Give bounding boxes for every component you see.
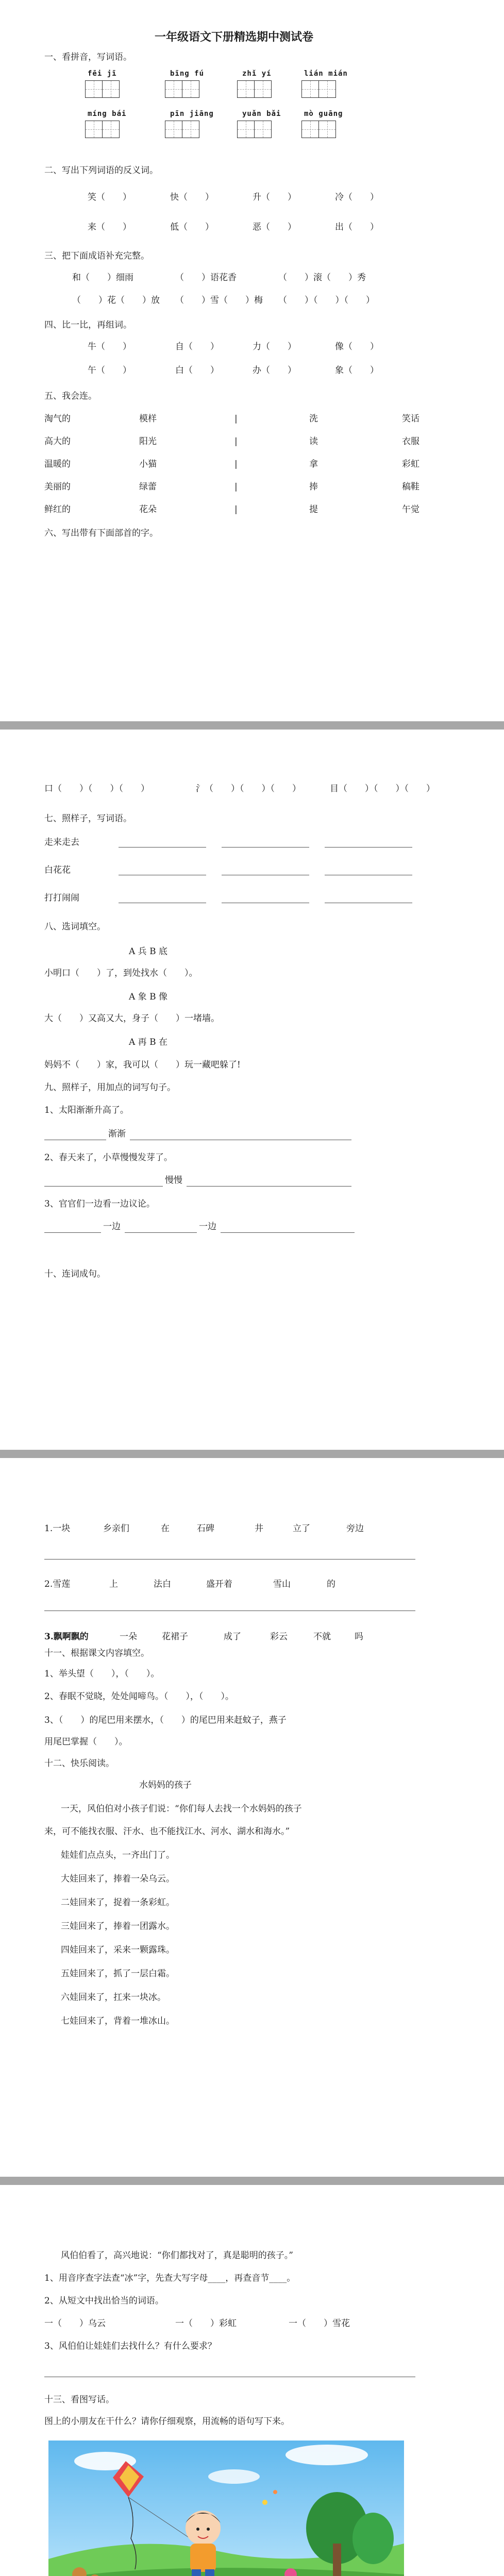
- match-mid[interactable]: 小猫: [139, 459, 157, 469]
- story-line: 六娃回来了，扛来一块冰。: [61, 1992, 166, 2003]
- word-tile[interactable]: 不就: [313, 1632, 331, 1642]
- q11-heading: 十一、根据课文内容填空。: [44, 1648, 149, 1658]
- pinyin: zhǐ yí: [242, 70, 272, 78]
- writing-grid[interactable]: [85, 80, 119, 98]
- compare-item[interactable]: 牛（ ）: [88, 342, 131, 352]
- idiom-item[interactable]: （ ）（ ）（ ）: [278, 295, 375, 306]
- match-far[interactable]: 衣服: [402, 436, 419, 447]
- key-word: 慢慢: [165, 1175, 182, 1185]
- match-left[interactable]: 高大的: [44, 436, 71, 447]
- word-tile[interactable]: 2.雪莲: [44, 1579, 71, 1589]
- word-tile[interactable]: 的: [327, 1579, 335, 1589]
- q3-heading: 三、把下面成语补充完整。: [44, 251, 149, 261]
- antonym-item[interactable]: 升（ ）: [253, 192, 296, 202]
- antonym-item[interactable]: 低（ ）: [170, 222, 214, 232]
- match-divider: |: [234, 459, 238, 469]
- compare-item[interactable]: 自（ ）: [175, 342, 219, 352]
- word-tile[interactable]: 法白: [154, 1579, 171, 1589]
- key-word: 渐渐: [108, 1129, 126, 1139]
- writing-grid[interactable]: [237, 80, 271, 98]
- match-left[interactable]: 温暖的: [44, 459, 71, 469]
- page-2: [0, 730, 504, 1450]
- writing-grid[interactable]: [165, 80, 199, 98]
- example-sentence: 1、太阳渐渐升高了。: [44, 1105, 129, 1115]
- antonym-item[interactable]: 冷（ ）: [335, 192, 379, 202]
- match-mid[interactable]: 绿蕾: [139, 482, 157, 492]
- page-separator: [0, 2177, 504, 2185]
- answer-line[interactable]: [125, 1232, 197, 1233]
- word-tile[interactable]: 立了: [293, 1523, 310, 1534]
- q9-heading: 九、照样子，用加点的词写句子。: [44, 1082, 176, 1093]
- question: 3、风伯伯让娃娃们去找什么？有什么要求？: [44, 2341, 216, 2351]
- answer-line[interactable]: [187, 1186, 351, 1187]
- compare-item[interactable]: 力（ ）: [253, 342, 296, 352]
- question: 图上的小朋友在干什么？请你仔细观察，用流畅的语句写下来。: [44, 2416, 290, 2427]
- compare-item[interactable]: 午（ ）: [88, 365, 131, 376]
- fill-item[interactable]: 一（ ）乌云: [44, 2318, 106, 2329]
- word-tile[interactable]: 3.飘啊飘的: [44, 1632, 89, 1642]
- q10-heading: 十、连词成句。: [44, 1269, 106, 1279]
- story-line: 五娃回来了，抓了一层白霜。: [61, 1969, 175, 1979]
- match-divider: |: [234, 414, 238, 424]
- idiom-item[interactable]: （ ）花（ ）放: [72, 295, 160, 306]
- key-word: 一边: [199, 1222, 216, 1232]
- example-sentence: 2、春天来了，小草慢慢发芽了。: [44, 1153, 173, 1163]
- antonym-item[interactable]: 恶（ ）: [253, 222, 296, 232]
- q1-heading: 一、看拼音，写词语。: [44, 52, 132, 62]
- match-left[interactable]: 鲜红的: [44, 504, 71, 515]
- answer-line[interactable]: [221, 1232, 355, 1233]
- word-tile[interactable]: 上: [109, 1579, 118, 1589]
- example-sentence: 3、官官们一边看一边议论。: [44, 1199, 155, 1209]
- question: 2、从短文中找出恰当的词语。: [44, 2296, 164, 2306]
- story-title: 水妈妈的孩子: [139, 1780, 192, 1790]
- page-1: [0, 0, 504, 721]
- pinyin: mò guāng: [304, 110, 343, 118]
- example-word: 走来走去: [44, 837, 79, 848]
- q5-heading: 五、我会连。: [44, 391, 97, 401]
- word-tile[interactable]: 盛开着: [206, 1579, 232, 1589]
- pinyin: fēi jī: [88, 70, 117, 78]
- word-tile[interactable]: 在: [161, 1523, 170, 1534]
- q13-heading: 十三、看图写话。: [44, 2395, 114, 2405]
- page-3: [0, 1458, 504, 2177]
- word-tile[interactable]: 花裙子: [162, 1632, 188, 1642]
- story-paragraph: 来，可不能找衣服、汗水、也不能找江水、河水、湖水和海水。”: [44, 1826, 290, 1837]
- match-right[interactable]: 提: [309, 504, 318, 515]
- writing-grid[interactable]: [301, 80, 335, 98]
- antonym-item[interactable]: 快（ ）: [170, 192, 214, 202]
- word-tile[interactable]: 雪山: [273, 1579, 291, 1589]
- writing-grid[interactable]: [237, 121, 271, 138]
- antonym-item[interactable]: 笑（ ）: [88, 192, 131, 202]
- match-far[interactable]: 笑话: [402, 414, 419, 424]
- story-paragraph: 娃娃们点点头，一齐出门了。: [61, 1850, 175, 1860]
- radical-item[interactable]: 氵（ ）（ ）（ ）: [196, 784, 301, 794]
- pinyin: yuǎn bǎi: [242, 110, 281, 118]
- word-tile[interactable]: 乡亲们: [103, 1523, 129, 1534]
- q4-heading: 四、比一比，再组词。: [44, 320, 132, 330]
- example-word: 打打闹闹: [44, 893, 79, 903]
- idiom-item[interactable]: 和（ ）细雨: [72, 273, 133, 283]
- word-tile[interactable]: 1.一块: [44, 1523, 71, 1534]
- pinyin: lián mián: [304, 70, 348, 78]
- example-word: 白花花: [44, 865, 71, 875]
- match-left[interactable]: 淘气的: [44, 414, 71, 424]
- radical-item[interactable]: 目（ ）（ ）（ ）: [330, 784, 435, 794]
- compare-item[interactable]: 象（ ）: [335, 365, 379, 376]
- choice-options: A 再 B 在: [129, 1037, 167, 1047]
- kite-illustration: [48, 2441, 404, 2576]
- word-tile[interactable]: 石碑: [197, 1523, 214, 1534]
- compare-item[interactable]: 办（ ）: [253, 365, 296, 376]
- page-separator: [0, 721, 504, 730]
- fill-sentence[interactable]: 妈妈不（ ）家，我可以（ ）玩一藏吧躲了!: [44, 1060, 241, 1070]
- writing-grid[interactable]: [301, 121, 335, 138]
- fill-sentence[interactable]: 2、春眠不觉晓，处处闻啼鸟。（ ），（ ）。: [44, 1691, 234, 1702]
- match-mid[interactable]: 阳光: [139, 436, 157, 447]
- word-tile[interactable]: 成了: [224, 1632, 241, 1642]
- match-left[interactable]: 美丽的: [44, 482, 71, 492]
- match-divider: |: [234, 504, 238, 515]
- answer-line[interactable]: [222, 847, 309, 848]
- fill-sentence[interactable]: 用尾巴掌握（ ）。: [44, 1737, 128, 1747]
- story-line: 四娃回来了，采来一颗露珠。: [61, 1945, 175, 1955]
- match-divider: |: [234, 482, 238, 492]
- writing-grid[interactable]: [85, 121, 119, 138]
- answer-line[interactable]: [44, 1186, 163, 1187]
- match-right[interactable]: 洗: [309, 414, 318, 424]
- antonym-item[interactable]: 来（ ）: [88, 222, 131, 232]
- answer-line[interactable]: [325, 847, 412, 848]
- fill-sentence[interactable]: 3、（ ）的尾巴用来摆水，（ ）的尾巴用来赶蚊子，燕子: [44, 1715, 287, 1725]
- match-far[interactable]: 午觉: [402, 504, 419, 515]
- story-line: 二娃回来了，捉着一条彩虹。: [61, 1897, 175, 1908]
- story-paragraph: 风伯伯看了，高兴地说：“你们都找对了，真是聪明的孩子。”: [61, 2250, 293, 2261]
- q12-heading: 十二、快乐阅读。: [44, 1758, 114, 1769]
- story-line: 大娃回来了，捧着一朵乌云。: [61, 1874, 175, 1884]
- match-mid[interactable]: 模样: [139, 414, 157, 424]
- compare-item[interactable]: 像（ ）: [335, 342, 379, 352]
- fill-item[interactable]: 一（ ）彩虹: [175, 2318, 237, 2329]
- pinyin: míng bái: [88, 110, 127, 118]
- q6-heading: 六、写出带有下面部首的字。: [44, 528, 158, 538]
- compare-item[interactable]: 白（ ）: [175, 365, 219, 376]
- match-divider: |: [234, 436, 238, 447]
- idiom-item[interactable]: （ ）雪（ ）梅: [175, 295, 263, 306]
- story-paragraph: 一天，风伯伯对小孩子们说：“你们每人去找一个水妈妈的孩子: [61, 1804, 302, 1814]
- idiom-item[interactable]: （ ）滚（ ）秀: [278, 273, 366, 283]
- fill-sentence[interactable]: 大（ ）又高又大，身子（ ）一堵墙。: [44, 1013, 220, 1024]
- choice-options: A 兵 B 底: [129, 946, 167, 957]
- word-tile[interactable]: 一朵: [120, 1632, 137, 1642]
- match-right[interactable]: 读: [309, 436, 318, 447]
- story-line: 三娃回来了，捧着一团露水。: [61, 1921, 175, 1931]
- word-tile[interactable]: 吗: [355, 1632, 363, 1642]
- match-far[interactable]: 稿鞋: [402, 482, 419, 492]
- word-tile[interactable]: 旁边: [346, 1523, 364, 1534]
- pinyin: pīn jiāng: [170, 110, 214, 118]
- word-tile[interactable]: 彩云: [270, 1632, 288, 1642]
- answer-line[interactable]: [44, 1232, 101, 1233]
- idiom-item[interactable]: （ ）语花香: [175, 273, 237, 283]
- pinyin: bīng fú: [170, 70, 205, 78]
- story-line: 七娃回来了，背着一堆冰山。: [61, 2016, 175, 2026]
- page-4: [0, 2185, 504, 2576]
- key-word: 一边: [103, 1222, 121, 1232]
- answer-line[interactable]: [44, 1559, 415, 1560]
- match-far[interactable]: 彩虹: [402, 459, 419, 469]
- question[interactable]: 1、用音序查字法查“冰”字，先查大写字母____，再查音节____。: [44, 2273, 296, 2283]
- radical-item[interactable]: 口（ ）（ ）（ ）: [44, 784, 149, 794]
- match-right[interactable]: 捧: [309, 482, 318, 492]
- fill-sentence[interactable]: 小明口（ ）了，到处找水（ ）。: [44, 968, 198, 978]
- writing-grid[interactable]: [165, 121, 199, 138]
- choice-options: A 象 B 像: [129, 992, 167, 1002]
- q2-heading: 二、写出下列词语的反义词。: [44, 165, 158, 176]
- fill-item[interactable]: 一（ ）雪花: [289, 2318, 350, 2329]
- q7-heading: 七、照样子，写词语。: [44, 814, 132, 824]
- match-right[interactable]: 拿: [309, 459, 318, 469]
- answer-line[interactable]: [119, 847, 206, 848]
- word-tile[interactable]: 井: [255, 1523, 263, 1534]
- page-separator: [0, 1450, 504, 1458]
- q8-heading: 八、选词填空。: [44, 922, 106, 932]
- page-title: 一年级语文下册精选期中测试卷: [155, 30, 314, 44]
- match-mid[interactable]: 花朵: [139, 504, 157, 515]
- fill-sentence[interactable]: 1、举头望（ ），（ ）。: [44, 1669, 160, 1679]
- antonym-item[interactable]: 出（ ）: [335, 222, 379, 232]
